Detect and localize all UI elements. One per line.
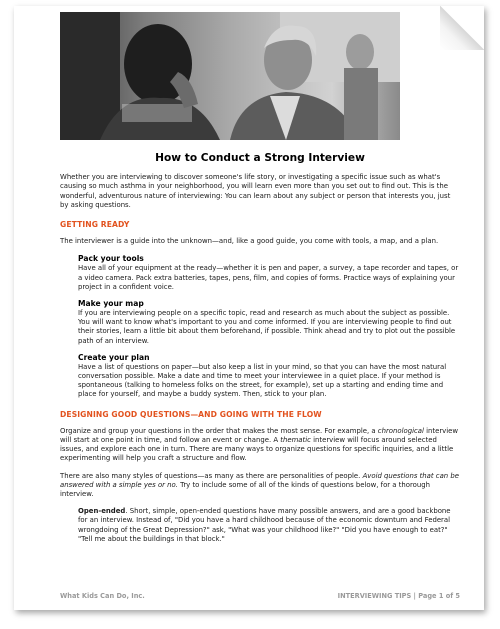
footer-page-info: INTERVIEWING TIPS | Page 1 of 5 xyxy=(337,592,460,600)
subsection-title: Create your plan xyxy=(78,352,150,362)
designing-paragraph-2 xyxy=(60,472,460,500)
document-page xyxy=(14,6,484,610)
page-curl-shadow xyxy=(440,6,484,50)
subsection-pack-tools xyxy=(78,254,460,292)
text-run: interview will focus around selected issues, and explore each one in turn. There are many ways to organize questions for specific inquiries, and a little experimenting will help you craft a structure and flow. xyxy=(60,436,454,463)
emphasis-chronological: chronological xyxy=(377,426,424,435)
section-heading-getting-ready: GETTING READY xyxy=(60,220,130,230)
text-run: There are also many styles of questions—as many as there are personalities of people. xyxy=(60,471,363,480)
section-intro-getting-ready: The interviewer is a guide into the unknown—and, like a good guide, you come with tools, a map, and a plan. xyxy=(60,237,439,246)
page-footer xyxy=(60,592,460,600)
interview-photo xyxy=(60,12,400,140)
footer-org: What Kids Can Do, Inc. xyxy=(60,592,145,600)
document-body xyxy=(60,146,460,551)
open-ended-label: Open-ended xyxy=(78,507,126,516)
text-run: Organize and group your questions in the order that makes the most sense. For example, a xyxy=(60,426,378,435)
subsection-open-ended xyxy=(78,507,460,544)
text-run: interview will start at one point in time, and follow an event or change. A xyxy=(60,426,459,445)
section-heading-designing-questions: DESIGNING GOOD QUESTIONS—AND GOING WITH THE FLOW xyxy=(60,409,322,419)
designing-paragraph-1 xyxy=(60,427,460,464)
emphasis-avoid-yes-no: Avoid questions that can be answered with a simple yes or no. xyxy=(60,471,459,489)
subsection-title: Pack your tools xyxy=(78,254,144,264)
subsection-title: Make your map xyxy=(78,299,144,309)
emphasis-thematic: thematic xyxy=(280,436,311,445)
open-ended-paragraph xyxy=(78,507,460,544)
subsection-create-plan xyxy=(78,353,460,400)
subsection-make-map xyxy=(78,299,460,346)
intro-paragraph: Whether you are interviewing to discover someone's life story, or investigating a specific issue such as what's causing so much asthma in your neighborhood, you will learn even more than you set out to find out. This is the wonderful, adventurous nature of interviewing: You can learn about any subject or person that interests you, just by asking questions. xyxy=(60,173,451,209)
text-run: Try to include some of all of the kinds of questions below, for a thorough interview. xyxy=(60,480,431,499)
open-ended-text: . Short, simple, open-ended questions have many possible answers, and are a good backbone for an interview. Instead of, "Did you have a hard childhood because of the economic downturn and Federal wrongdoing of the Great Depression?" ask, "What was your childhood like?" "Did you have enough to eat?" "Tell me about the buildings in that block." xyxy=(78,507,451,543)
subsection-text: Have a list of questions on paper—but also keep a list in your mind, so that you can have the most natural conversation possible. Make a date and time to meet your interviewee in a quiet place. If your method is spontaneous (talking to homeless folks on the street, for example), set up a starting and ending time and place for yourself, and maybe a buddy system. Then, stick to your plan. xyxy=(78,362,447,399)
subsection-text: If you are interviewing people on a specific topic, read and research as much about the subject as possible. You will want to know what's important to you and come informed. If you are interviewing people to find out their stories, learn a little bit about them beforehand, if possible. Think ahead and try to plot out the possible path of an interview. xyxy=(78,309,456,345)
subsection-text: Have all of your equipment at the ready—whether it is pen and paper, a survey, a tape recorder and tapes, or a video camera. Pack extra batteries, tapes, pens, film, and copies of forms. Practice ways of explaining your project in a confident voice. xyxy=(78,264,459,291)
document-title: How to Conduct a Strong Interview xyxy=(155,152,365,164)
